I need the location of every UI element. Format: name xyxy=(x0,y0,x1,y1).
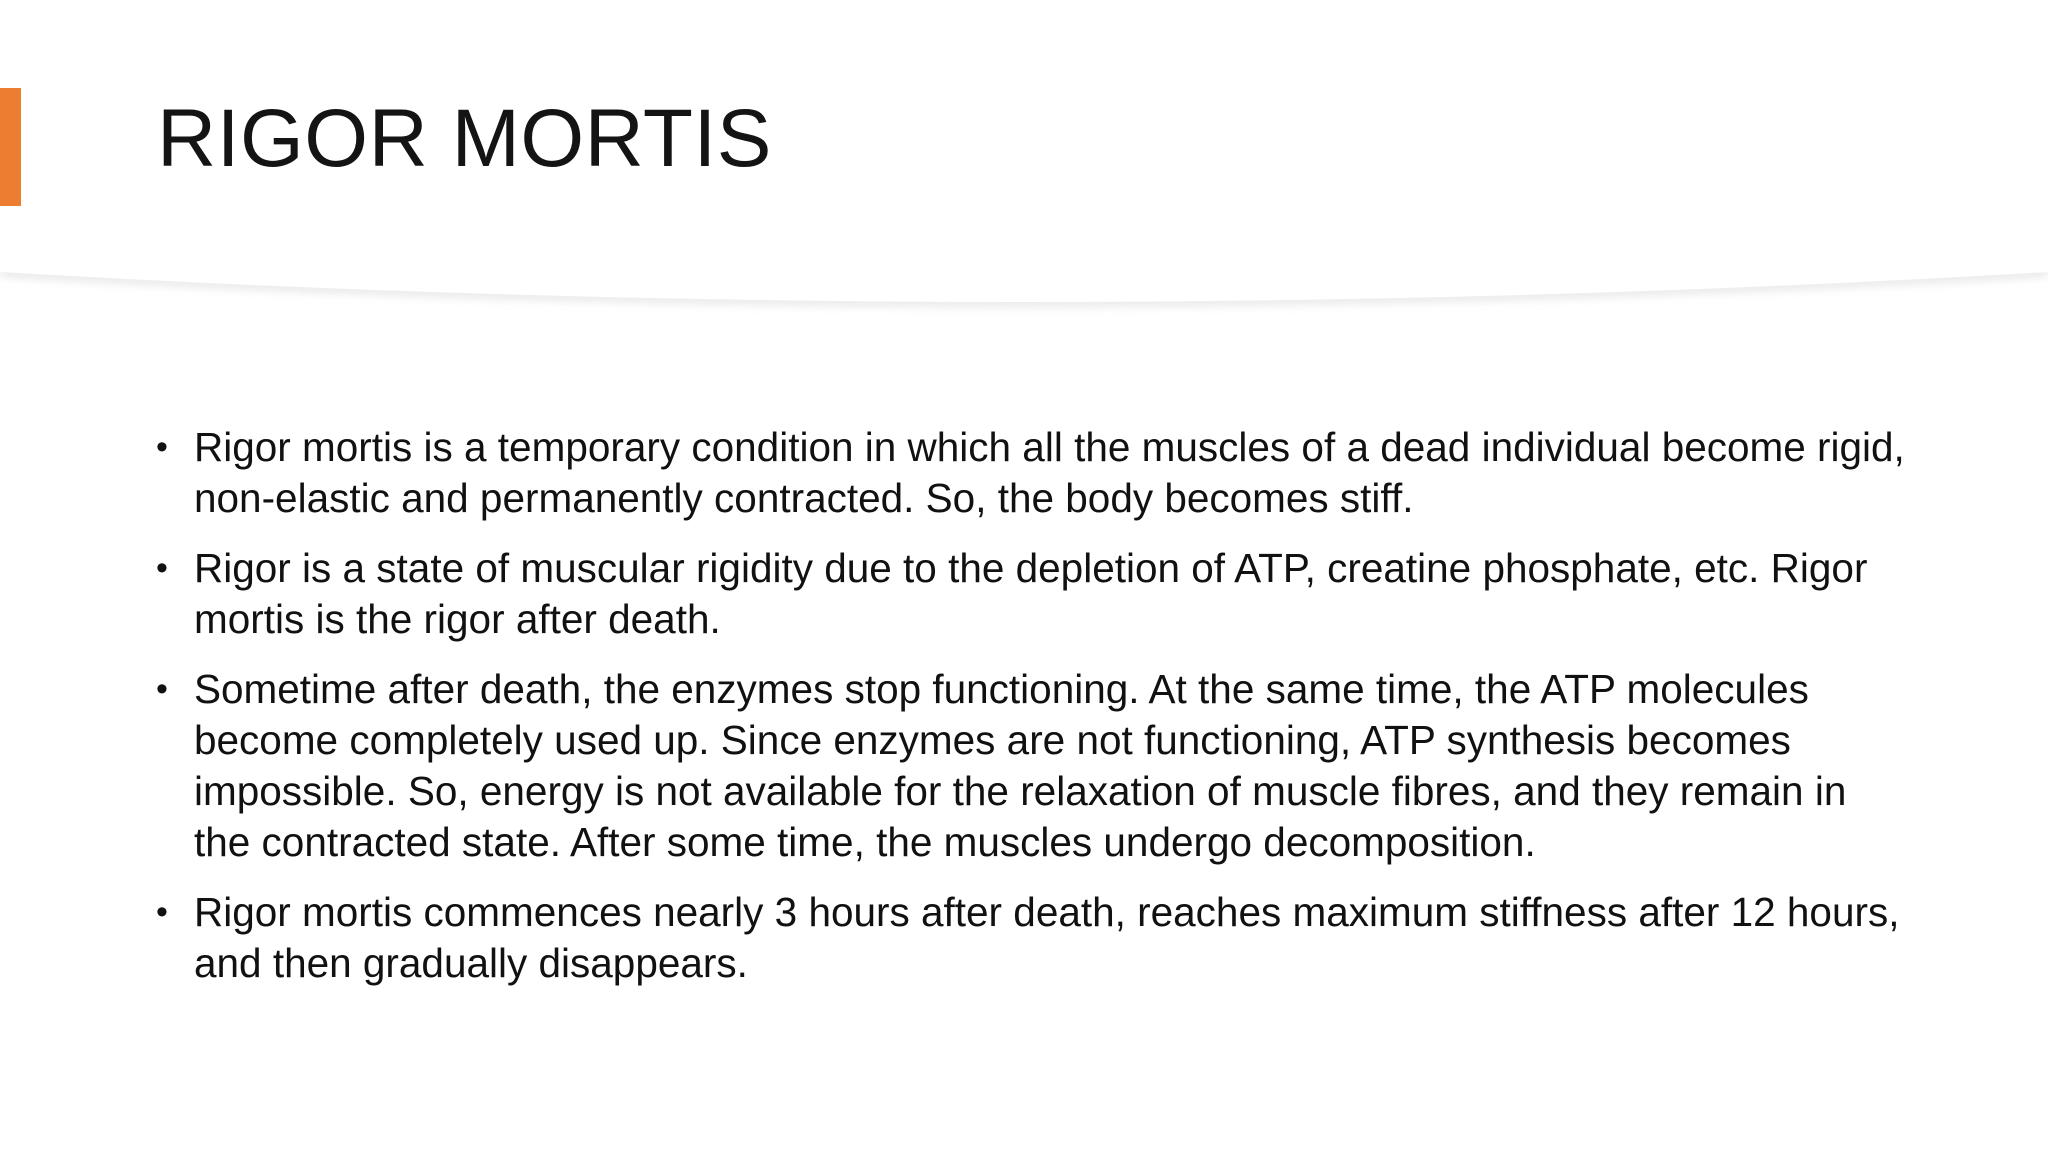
slide-title: RIGOR MORTIS xyxy=(157,93,772,184)
bullet-item xyxy=(156,422,1906,524)
bullet-text: Rigor mortis commences nearly 3 hours after death, reaches maximum stiffness after 12 hours, and then gradually disappears. xyxy=(194,889,1900,986)
bullet-item xyxy=(156,543,1906,645)
bullet-icon: • xyxy=(156,670,168,708)
bullet-text: Sometime after death, the enzymes stop functioning. At the same time, the ATP molecules become completely used up. Since enzymes are not functioning, ATP synthesis becomes impossible. So, energy is not available for the relaxation of muscle fibres, and they remain in the contracted state. After some time, the muscles undergo decomposition. xyxy=(194,666,1847,865)
bullet-text: Rigor mortis is a temporary condition in which all the muscles of a dead individual become rigid, non-elastic and permanently contracted. So, the body becomes stiff. xyxy=(194,424,1905,521)
header-divider-curve xyxy=(0,250,2048,340)
bullet-icon: • xyxy=(156,549,168,587)
bullet-item xyxy=(156,887,1906,989)
bullet-list xyxy=(156,422,1906,1008)
bullet-icon: • xyxy=(156,893,168,931)
bullet-icon: • xyxy=(156,428,168,466)
bullet-text: Rigor is a state of muscular rigidity due to the depletion of ATP, creatine phosphate, etc. Rigor mortis is the rigor after death. xyxy=(194,545,1868,642)
title-accent-bar xyxy=(0,88,21,206)
bullet-item xyxy=(156,664,1906,868)
